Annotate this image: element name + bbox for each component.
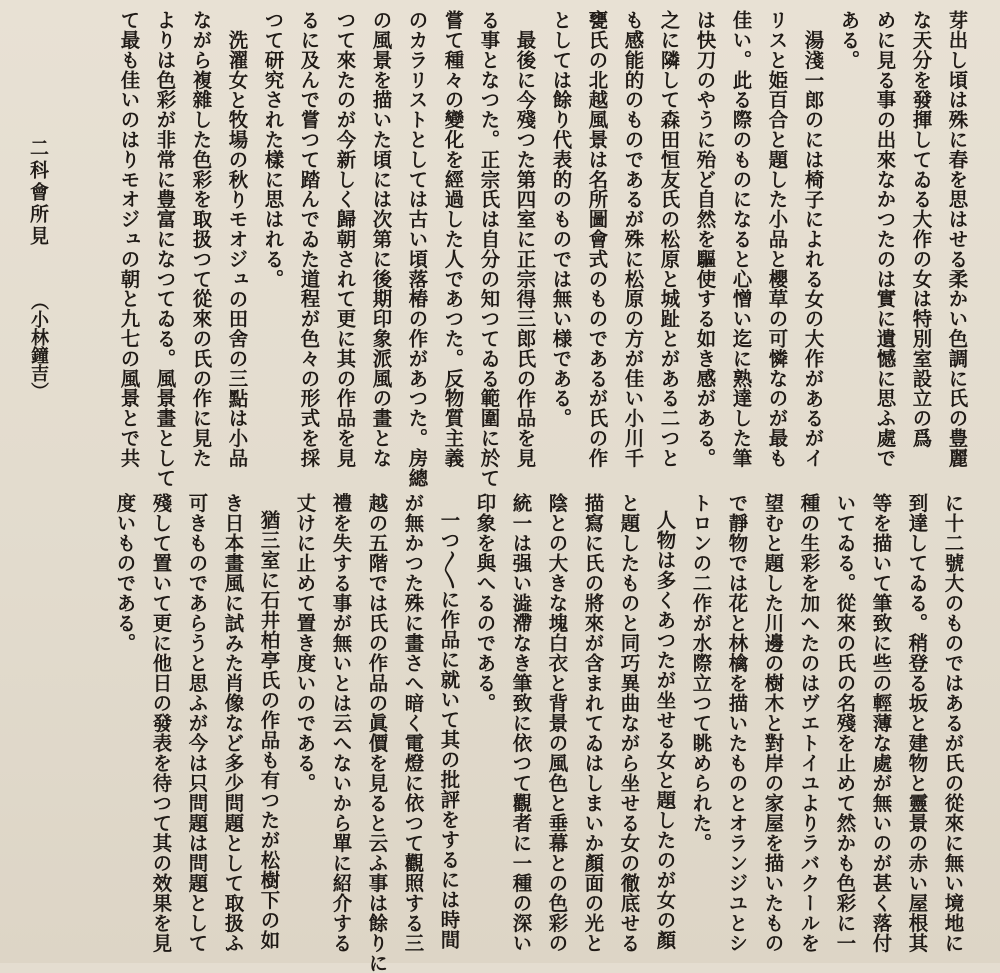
- upper-column-20: つて研究された樣に思はれる。: [261, 10, 285, 289]
- lower-column-1: に十二號大のものではあるが氏の從來に無い境地に: [941, 493, 965, 953]
- upper-column-23: よりは色彩が非常に豊富になつてゐる。風景畫として: [153, 10, 177, 488]
- article-title: 二科會所見: [27, 138, 49, 248]
- upper-column-17: の風景を描いた頃には次第に後期印象派風の畫とな: [369, 10, 393, 468]
- upper-column-3: めに見る事の出來なかつたのは實に遺憾に思ふ處で: [873, 10, 897, 468]
- lower-column-7: で靜物では花と林檎を描いたものとオランジユとシ: [725, 493, 749, 953]
- lower-column-6: 望むと題した川邊の樹木と對岸の家屋を描いたもの: [761, 493, 785, 953]
- lower-column-21: き日本畫風に試みた肖像など多少問題として取扱ふ: [221, 493, 245, 953]
- lower-column-9: 人物は多くあつたが坐せる女と題したのが女の顏: [653, 510, 677, 950]
- lower-column-14: 印象を與へるのである。: [473, 493, 497, 713]
- upper-column-24: て最も佳いのはりモオジュの朝と九七の風景とで共: [117, 10, 141, 468]
- lower-column-4: いてゐる。從來の氏の名殘を止めて然かも色彩に一: [833, 493, 857, 953]
- lower-column-22: 可きものであらうと思ふが今は只問題は問題として: [185, 493, 209, 953]
- upper-column-13: 最後に今殘つた第四室に正宗得三郎氏の作品を見: [513, 30, 537, 468]
- upper-column-22: ながら複雜した色彩を取扱つて從來の氏の作に見た: [189, 10, 213, 468]
- upper-column-2: な天分を發揮してゐる大作の女は特別室設立の爲: [909, 10, 933, 448]
- lower-column-2: 到達してゐる。稍登る坂と建物と靈景の赤い屋根其: [905, 493, 929, 953]
- upper-column-10: も感能的のものであるが殊に松原の方が佳い小川千: [621, 10, 645, 468]
- upper-column-19: るに及んで嘗つて踏んでゐた道程が色々の形式を採: [297, 10, 321, 468]
- upper-column-11: 甕氏の北越風景は名所圖會式のものであるが氏の作: [585, 10, 609, 468]
- lower-column-20: 猶三室に石井柏亭氏の作品も有つたが松樹下の如: [257, 510, 281, 950]
- upper-column-12: としては餘り代表的のものでは無い様である。: [549, 10, 573, 428]
- upper-column-8: は快刀のやうに殆ど自然を驅使する如き感がある。: [693, 10, 717, 468]
- upper-column-9: 之に隣して森田恒友氏の松原と城趾とがある二つと: [657, 10, 681, 468]
- lower-column-23: 殘して置いて更に他日の發表を待つて其の效果を見: [149, 493, 173, 953]
- upper-column-6: リスと姫百合と題した小品と櫻草の可憐なのが最も: [765, 10, 789, 468]
- lower-column-11: 描寫に氏の將來が含まれてゐはしまいか顏面の光と: [581, 493, 605, 953]
- upper-column-16: のカラリストとしては古い頃落椿の作があつた。房總: [405, 10, 429, 488]
- lower-column-18: 禮を失する事が無いとは云へないから單に紹介する: [329, 493, 353, 953]
- lower-column-10: と題したものと同巧異曲ながら坐せる女の徹底せる: [617, 493, 641, 953]
- upper-column-7: 佳い。此る際のものになると心憎い迄に熟達した筆: [729, 10, 753, 468]
- upper-column-1: 芽出し頃は殊に春を思はせる柔かい色調に氏の豊麗: [945, 10, 969, 468]
- upper-column-18: つて來たのが今新しく歸朝されて更に其の作品を見: [333, 10, 357, 468]
- lower-column-5: 種の生彩を加へたのはヴエトイユよりラバクールを: [797, 493, 821, 953]
- section-divider: [66, 488, 1000, 489]
- upper-column-4: ある。: [837, 10, 861, 70]
- upper-column-21: 洗濯女と牧場の秋りモオジュの田舍の三點は小品: [225, 30, 249, 468]
- upper-column-15: 嘗て種々の變化を經過した人であつた。反物質主義: [441, 10, 465, 468]
- upper-column-14: る事となつた。正宗氏は自分の知つてゐる範圍に於て: [477, 10, 501, 488]
- lower-column-16: が無かつた殊に畫さへ暗く電燈に依つて觀照する三: [401, 493, 425, 953]
- lower-column-8: トロンの二作が水際立つて眺められた。: [689, 493, 713, 853]
- lower-column-12: 陰との大きな塊白衣と背景の風色と垂幕との色彩の: [545, 493, 569, 953]
- article-author: （小林鐘吉）: [28, 292, 49, 400]
- lower-column-17: 越の五階では氏の作品の眞價を見ると云ふ事は餘りに: [365, 493, 389, 973]
- upper-column-5: 湯淺一郎のには椅子によれる女の大作があるがイ: [801, 30, 825, 468]
- lower-column-19: 丈けに止めて置き度いのである。: [293, 493, 317, 793]
- lower-column-3: 等を描いて筆致に些の輕薄な處が無いのが甚く落付: [869, 493, 893, 953]
- lower-column-24: 度いものである。: [113, 493, 137, 653]
- lower-column-15: 一つ〳〵に作品に就いて其の批評をするには時間: [437, 510, 461, 950]
- lower-column-13: 統一は强い澁滯なき筆致に依つて觀者に一種の深い: [509, 493, 533, 953]
